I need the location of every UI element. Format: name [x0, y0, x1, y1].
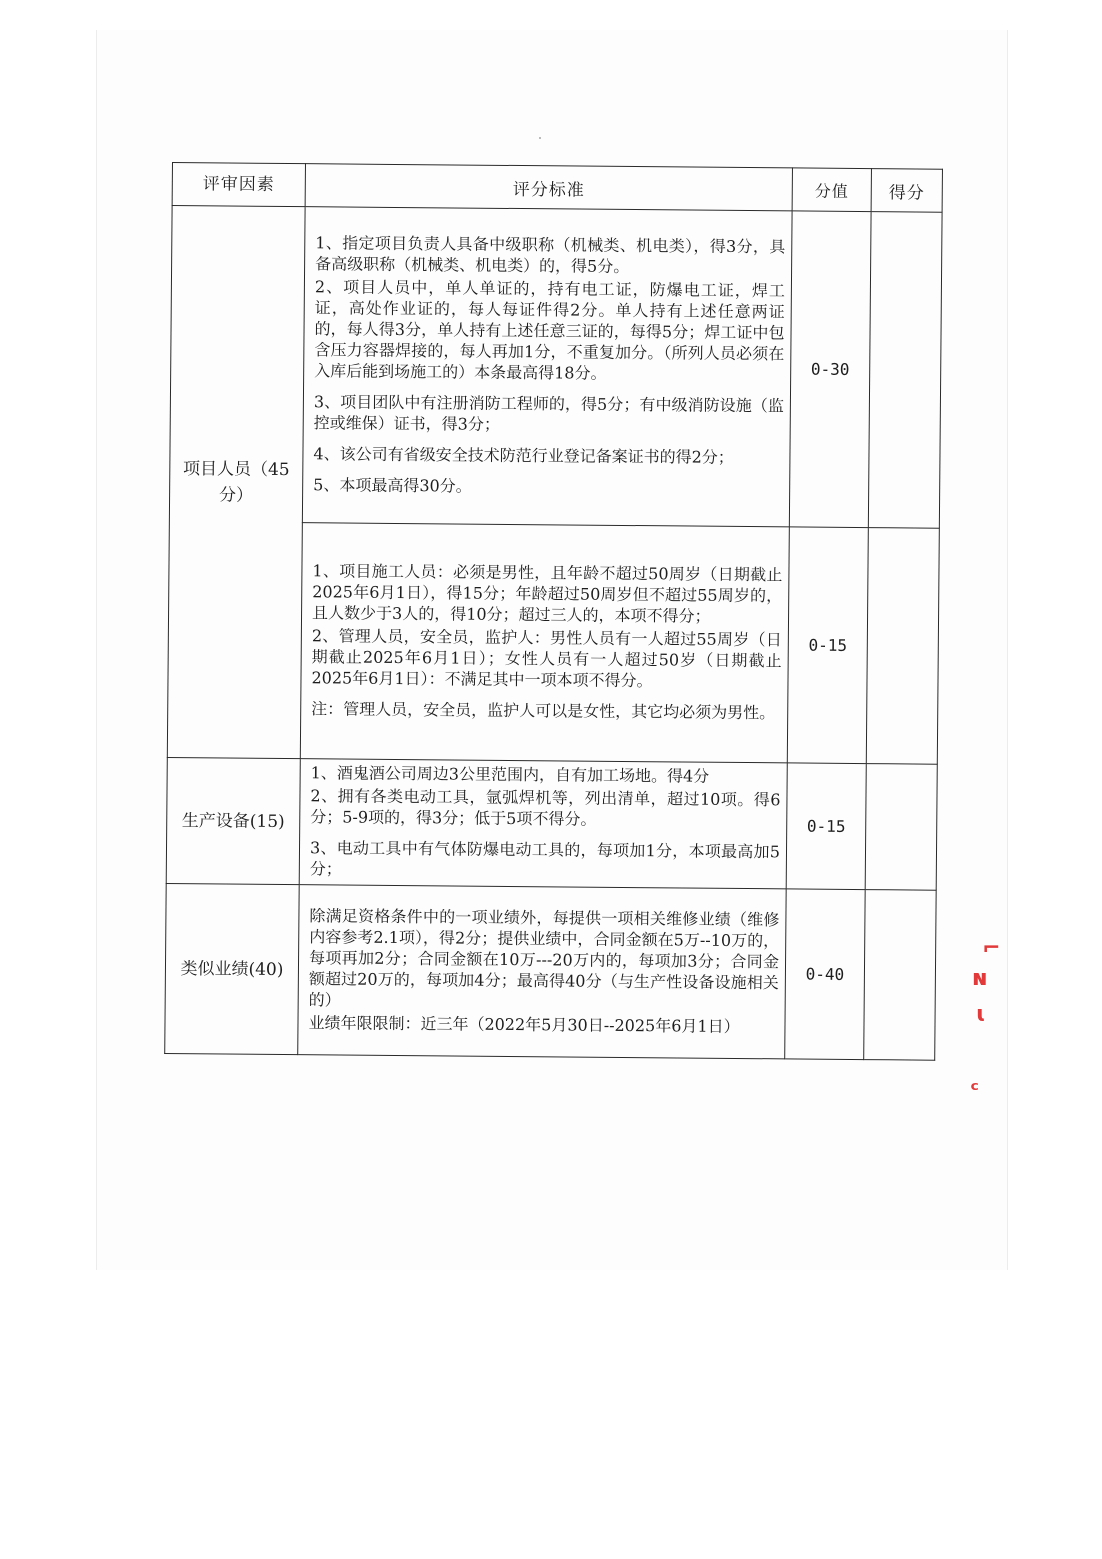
standard-paragraph: 1、项目施工人员：必须是男性，且年龄不超过50周岁（日期截止2025年6月1日），得15分；年龄超过50周岁但不超过55周岁的，且人数少于3人的，得10分；超过三人的，本项不得分； — [311, 561, 783, 626]
standard-personnel-qualifications — [302, 207, 792, 527]
standard-paragraph: 5、本项最高得30分。 — [313, 475, 472, 496]
standard-paragraph: 1、酒鬼酒公司周边3公里范围内，自有加工场地。得4分 — [310, 763, 710, 786]
score-cell-empty[interactable] — [865, 764, 937, 891]
scan-speck — [539, 137, 541, 139]
standard-paragraph: 1、指定项目负责人具备中级职称（机械类、机电类），得3分，具备高级职称（机械类、机电类）的，得5分。 — [315, 233, 786, 276]
standard-paragraph: 2、项目人员中，单人单证的，持有电工证，防爆电工证，焊工证，高处作业证的，每人每证件得2分。单人持有上述任意两证的，每人得3分，单人持有上述任意三证的，每得5分；焊工证中包含压力容器焊接的，每人再加1分，不重复加分。（所列人员必须在入库后能到场施工的）本条最高得18分。 — [314, 277, 785, 383]
table-header-row — [172, 163, 942, 213]
standard-experience — [298, 885, 786, 1059]
factor-experience: 类似业绩(40) — [165, 883, 299, 1054]
standard-equipment — [299, 759, 787, 889]
standard-paragraph: 3、项目团队中有注册消防工程师的，得5分；有中级消防设施（监控或维保）证书，得3分； — [313, 392, 784, 434]
standard-paragraph: 4、该公司有省级安全技术防范行业登记备案证书的得2分； — [313, 444, 734, 467]
table-row — [166, 757, 937, 890]
factor-equipment: 生产设备(15) — [166, 757, 300, 884]
seal-fragment-mark: ɴ — [972, 966, 988, 991]
standard-paragraph: 2、管理人员，安全员，监护人：男性人员有一人超过55周岁（日期截止2025年6月1日）；女性人员有一人超过50岁（日期截止2025年6月1日）：不满足其中一项本项不得分。 — [311, 626, 782, 691]
standard-paragraph: 3、电动工具中有气体防爆电动工具的，每项加1分，本项最高加5分； — [309, 838, 781, 879]
score-cell-empty[interactable] — [864, 890, 936, 1061]
seal-fragment-mark: ⌐ — [982, 936, 1001, 961]
seal-fragment-mark: ᶜ — [970, 1078, 980, 1103]
standard-paragraph: 除满足资格条件中的一项业绩外，每提供一项相关维修业绩（维修内容参考2.1项），得2分；提供业绩中，合同金额在5万--10万的，每项再加2分；合同金额在10万---20万内的，每项加3分；合同金额超过20万的，每项加4分；最高得40分（与生产性设备设施相关的） — [308, 905, 780, 1010]
standard-paragraph: 2、拥有各类电动工具，氩弧焊机等，列出清单，超过10项。得6分；5-9项的，得3分；低于5项不得分。 — [310, 786, 781, 829]
table-row — [165, 883, 936, 1060]
score-range-value: 0-40 — [785, 889, 865, 1060]
header-score-range: 分值 — [792, 168, 871, 212]
header-factor: 评审因素 — [172, 163, 305, 207]
standard-paragraph: 业绩年限限制：近三年（2022年5月30日--2025年6月1日） — [308, 1012, 740, 1036]
scoring-table-container — [164, 162, 948, 1061]
score-range-value: 0-15 — [786, 763, 866, 890]
table-row — [169, 206, 942, 529]
standard-personnel-age — [300, 523, 789, 763]
factor-personnel: 项目人员（45分） — [167, 206, 305, 759]
seal-fragment-mark: ɩ — [976, 1002, 986, 1027]
header-standard: 评分标准 — [305, 164, 792, 211]
score-cell-empty[interactable] — [866, 528, 939, 765]
header-score: 得分 — [871, 169, 942, 213]
score-range-value: 0-15 — [787, 527, 868, 764]
score-cell-empty[interactable] — [868, 212, 942, 529]
scoring-table — [164, 162, 943, 1061]
standard-paragraph: 注：管理人员，安全员，监护人可以是女性，其它均必须为男性。 — [311, 699, 776, 723]
score-range-value: 0-30 — [789, 211, 871, 528]
